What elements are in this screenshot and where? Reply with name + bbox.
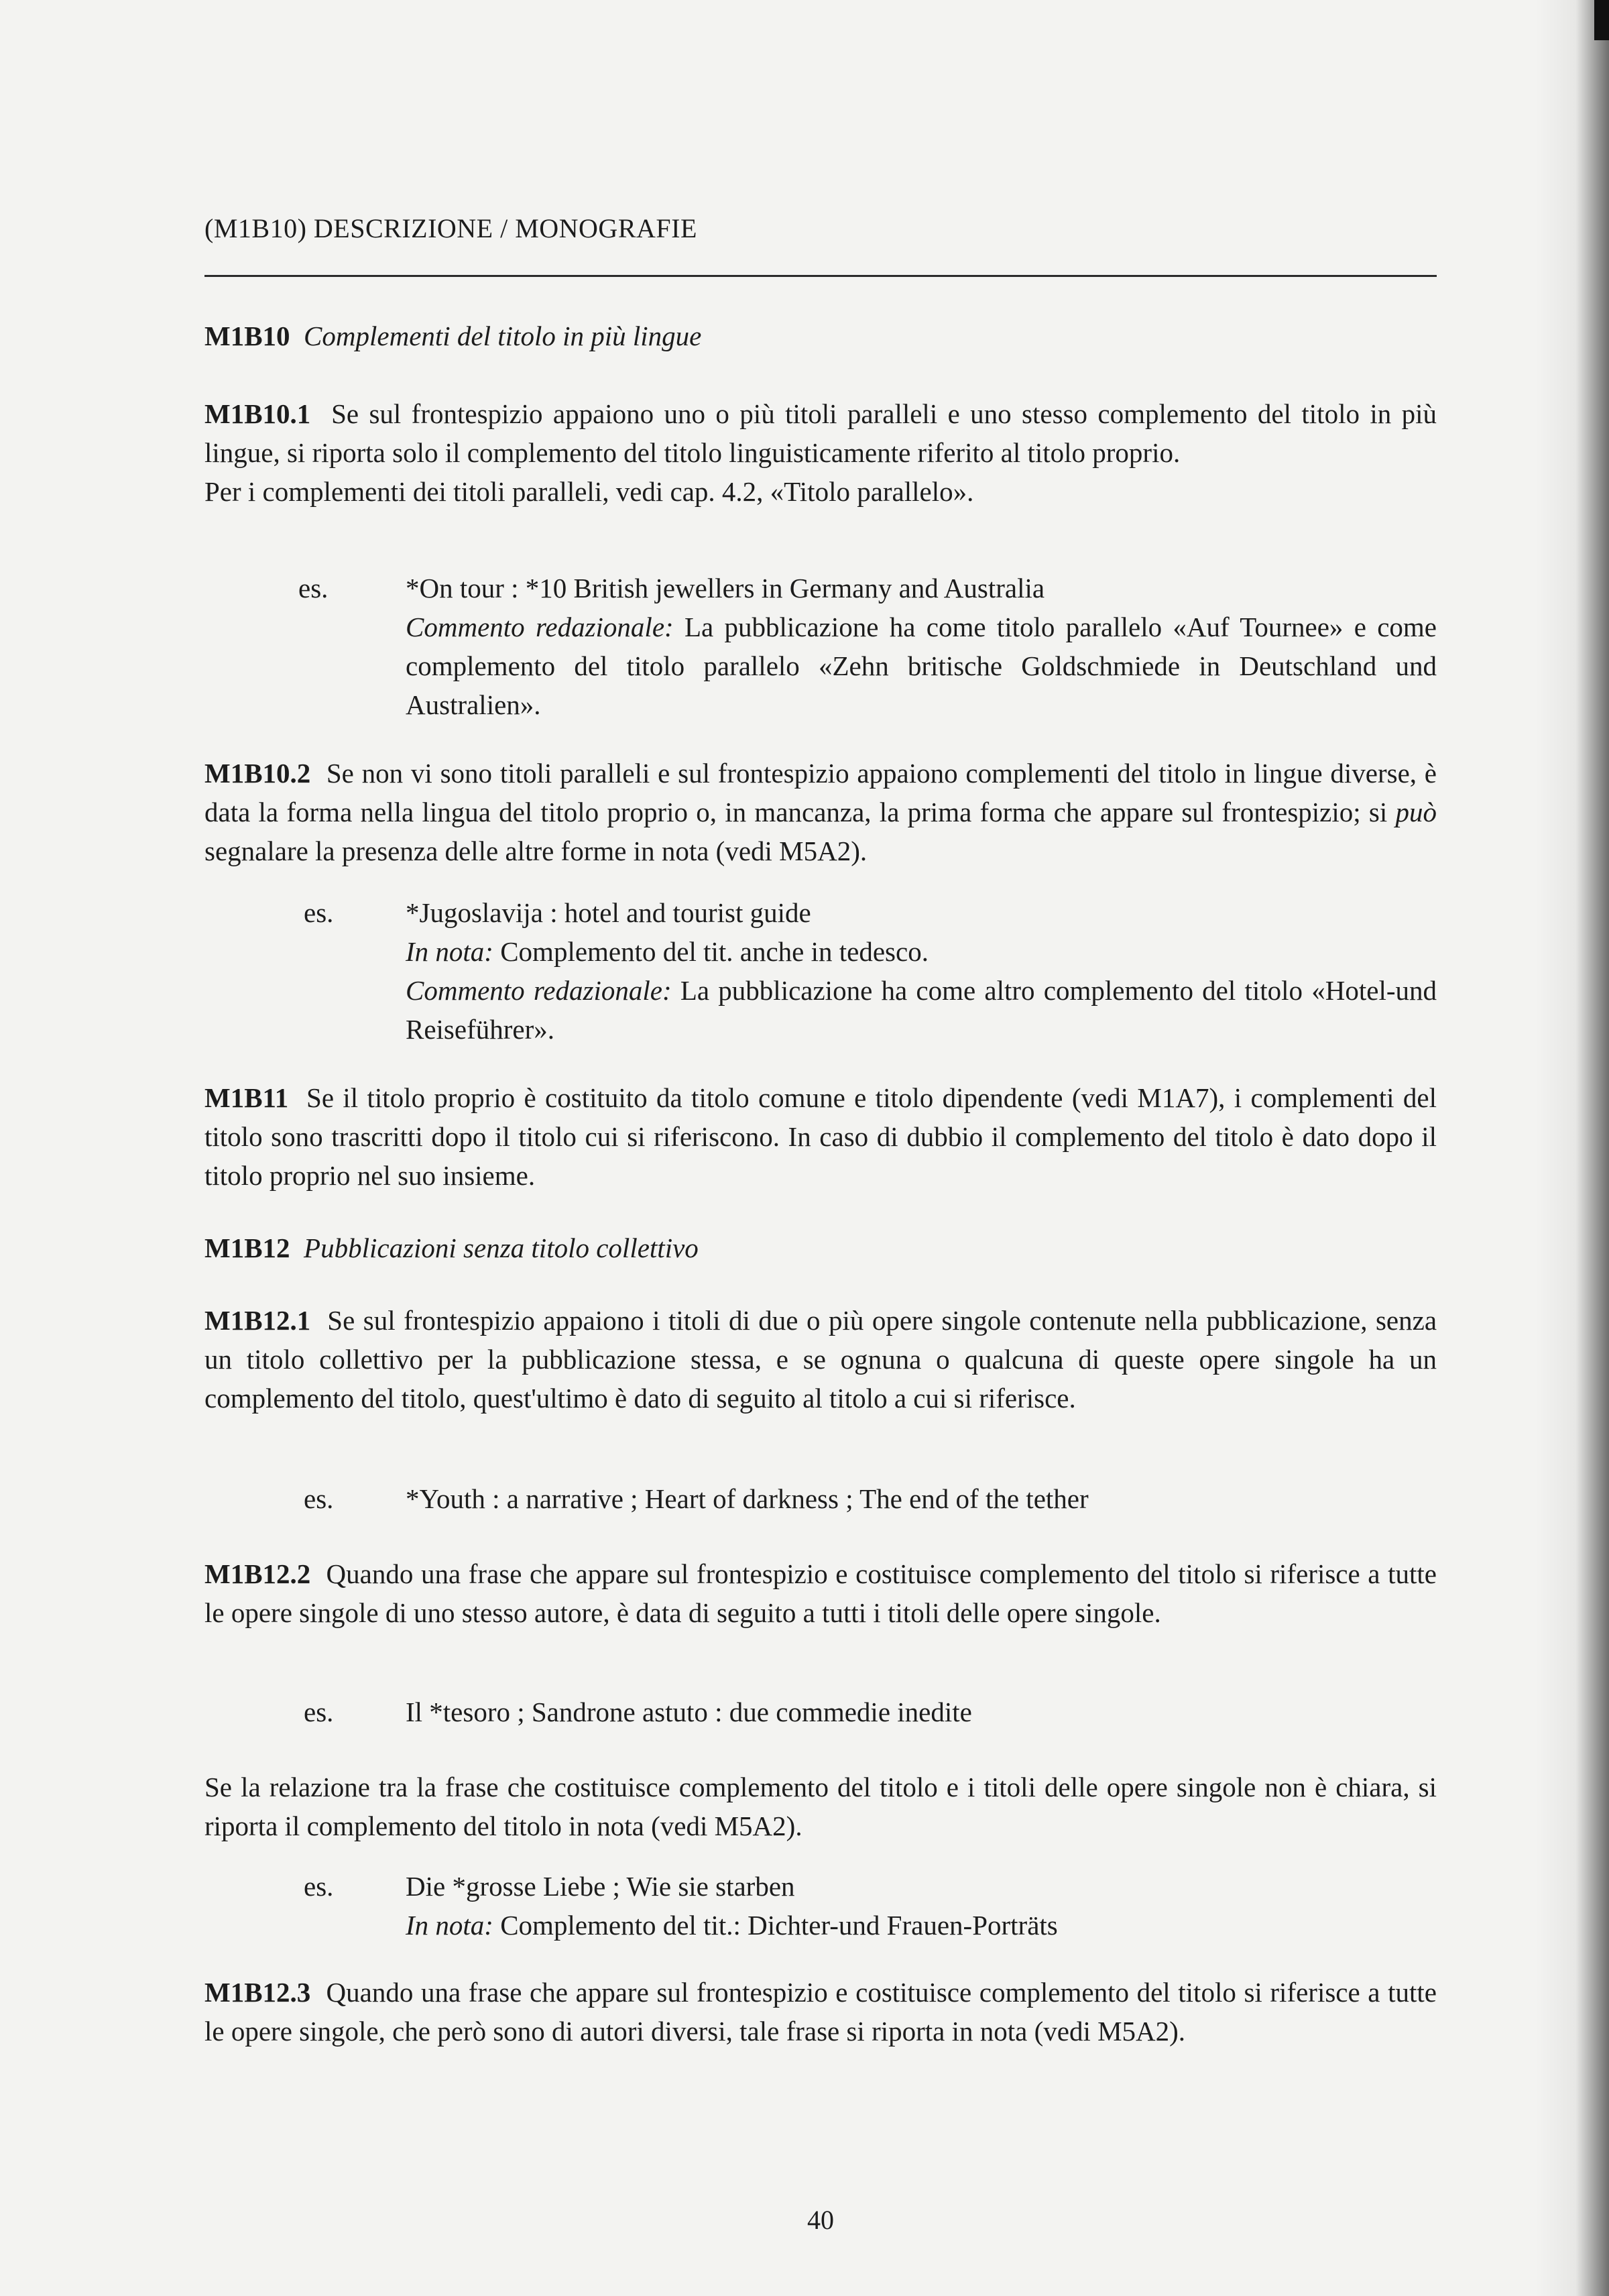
example-line: *Youth : a narrative ; Heart of darkness ; The end of the tether [406, 1483, 1089, 1514]
example-line: *Jugoslavija : hotel and tourist guide [406, 897, 811, 928]
note-text: Complemento del tit.: Dichter-und Frauen-Porträts [500, 1910, 1058, 1941]
page-edge-shadow [1535, 0, 1609, 2296]
rule-code: M1B11 [204, 1082, 289, 1113]
header-rule [204, 275, 1437, 277]
rule-code: M1B12.1 [204, 1305, 311, 1336]
page-number: 40 [807, 2205, 834, 2235]
example-label: es. [304, 897, 334, 928]
rule-text: Se il titolo proprio è costituito da titolo comune e titolo dipendente (vedi M1A7), i complementi del titolo sono trascritti dopo il titolo cui si riferiscono. In caso di dubbio il complemento del titolo è dato dopo il titolo proprio nel suo insieme. [204, 1082, 1437, 1191]
rule-text-end: segnalare la presenza delle altre forme in nota (vedi M5A2). [204, 836, 868, 866]
rule-code: M1B10.1 [204, 398, 311, 429]
example-label: es. [304, 1697, 334, 1727]
example-line: Il *tesoro ; Sandrone astuto : due commedie inedite [406, 1697, 972, 1727]
rule-text: Quando una frase che appare sul frontespizio e costituisce complemento del titolo si riferisce a tutte le opere singole, che però sono di autori diversi, tale frase si riporta in nota (vedi M5A2). [204, 1977, 1437, 2047]
example-line: *On tour : *10 British jewellers in Germany and Australia [406, 573, 1045, 604]
section-code: M1B10 [204, 321, 290, 351]
note-text: Complemento del tit. anche in tedesco. [500, 936, 929, 967]
note-label: In nota: [406, 1910, 493, 1941]
rule-text: Se sul frontespizio appaiono uno o più titoli paralleli e uno stesso complemento del titolo in più lingue, si riporta solo il complemento del titolo linguisticamente riferito al titolo proprio. [204, 398, 1437, 468]
example-label: es. [304, 1483, 334, 1514]
rule-text-italic: può [1395, 797, 1437, 827]
rule-text: Se non vi sono titoli paralleli e sul frontespizio appaiono complementi del titolo in lingue diverse, è data la forma nella lingua del titolo proprio o, in mancanza, la prima forma che appare sul frontespizio; si [204, 758, 1437, 827]
page-corner [1594, 0, 1609, 40]
section-title: Complementi del titolo in più lingue [304, 321, 702, 351]
rule-code: M1B12.3 [204, 1977, 311, 2008]
rule-m1b12-3 [204, 1973, 1437, 2051]
note-label: In nota: [406, 936, 493, 967]
comment-text: La pubblicazione ha come altro complemento del titolo «Hotel-und Reiseführer». [406, 975, 1437, 1045]
section-code: M1B12 [204, 1232, 290, 1263]
example-label: es. [298, 573, 329, 604]
running-head: (M1B10) DESCRIZIONE / MONOGRAFIE [204, 213, 697, 243]
rule-code: M1B12.2 [204, 1558, 311, 1589]
section-title: Pubblicazioni senza titolo collettivo [304, 1232, 699, 1263]
rule-m1b12-2-continued [204, 1768, 1437, 1845]
comment-text: La pubblicazione ha come titolo parallelo «Auf Tournee» e come complemento del titolo parallelo «Zehn britische Goldschmiede in Deutschland und Australien». [406, 612, 1437, 720]
rule-m1b10-1 [204, 394, 1437, 511]
comment-label: Commento redazionale: [406, 612, 674, 642]
rule-text: Se la relazione tra la frase che costituisce complemento del titolo e i titoli delle opere singole non è chiara, si riporta il complemento del titolo in nota (vedi M5A2). [204, 1772, 1437, 1841]
section-m1b10-heading [204, 317, 1437, 355]
rule-code: M1B10.2 [204, 758, 311, 789]
rule-note: Per i complementi dei titoli paralleli, vedi cap. 4.2, «Titolo parallelo». [204, 476, 974, 507]
section-m1b12-heading [204, 1228, 1437, 1267]
rule-text: Se sul frontespizio appaiono i titoli di due o più opere singole contenute nella pubblicazione, senza un titolo collettivo per la pubblicazione stessa, e se ognuna o qualcuna di queste opere singole ha un complemento del titolo, quest'ultimo è dato di seguito al titolo a cui si riferisce. [204, 1305, 1437, 1414]
example-label: es. [304, 1871, 334, 1902]
rule-text: Quando una frase che appare sul frontespizio e costituisce complemento del titolo si riferisce a tutte le opere singole di uno stesso autore, è data di seguito a tutti i titoli delle opere singole. [204, 1558, 1437, 1628]
rule-m1b11 [204, 1078, 1437, 1195]
comment-label: Commento redazionale: [406, 975, 672, 1006]
example-line: Die *grosse Liebe ; Wie sie starben [406, 1871, 795, 1902]
rule-m1b10-2 [204, 754, 1437, 870]
rule-m1b12-2 [204, 1554, 1437, 1632]
rule-m1b12-1 [204, 1301, 1437, 1418]
